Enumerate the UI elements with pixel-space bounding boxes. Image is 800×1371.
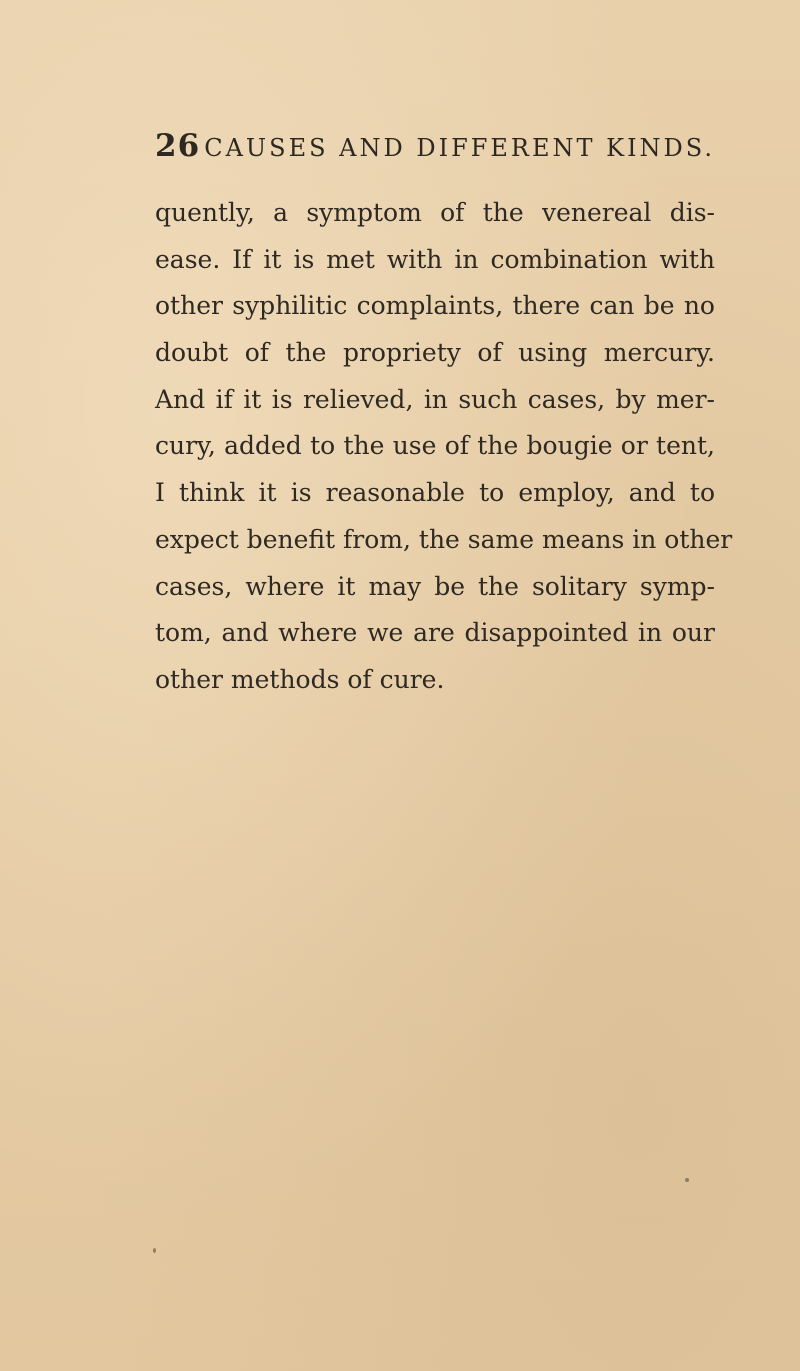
text-line: other syphilitic complaints, there can be no (155, 291, 715, 321)
text-line: tom, and where we are disappointed in our (155, 618, 715, 648)
text-line: quently, a symptom of the venereal dis- (155, 198, 715, 227)
paper-speck (685, 1178, 689, 1182)
text-line: ease. If it is met with in combination with (155, 244, 715, 274)
paper-speck (153, 1248, 156, 1253)
text-line: cury, added to the use of the bougie or tent, (155, 431, 715, 461)
page-number: 26 (155, 128, 201, 164)
text-line: cases, where it may be the solitary symp- (155, 571, 715, 601)
running-head: CAUSES AND DIFFERENT KINDS. (204, 134, 715, 162)
text-line: expect benefit from, the same means in other (155, 524, 733, 554)
text-line: And if it is relieved, in such cases, by mer- (155, 384, 715, 414)
text-line: I think it is reasonable to employ, and to (155, 478, 715, 508)
body-text (155, 190, 733, 704)
page-header (155, 128, 715, 168)
text-line: other methods of cure. (155, 664, 445, 694)
text-line: doubt of the propriety of using mercury. (155, 338, 715, 368)
